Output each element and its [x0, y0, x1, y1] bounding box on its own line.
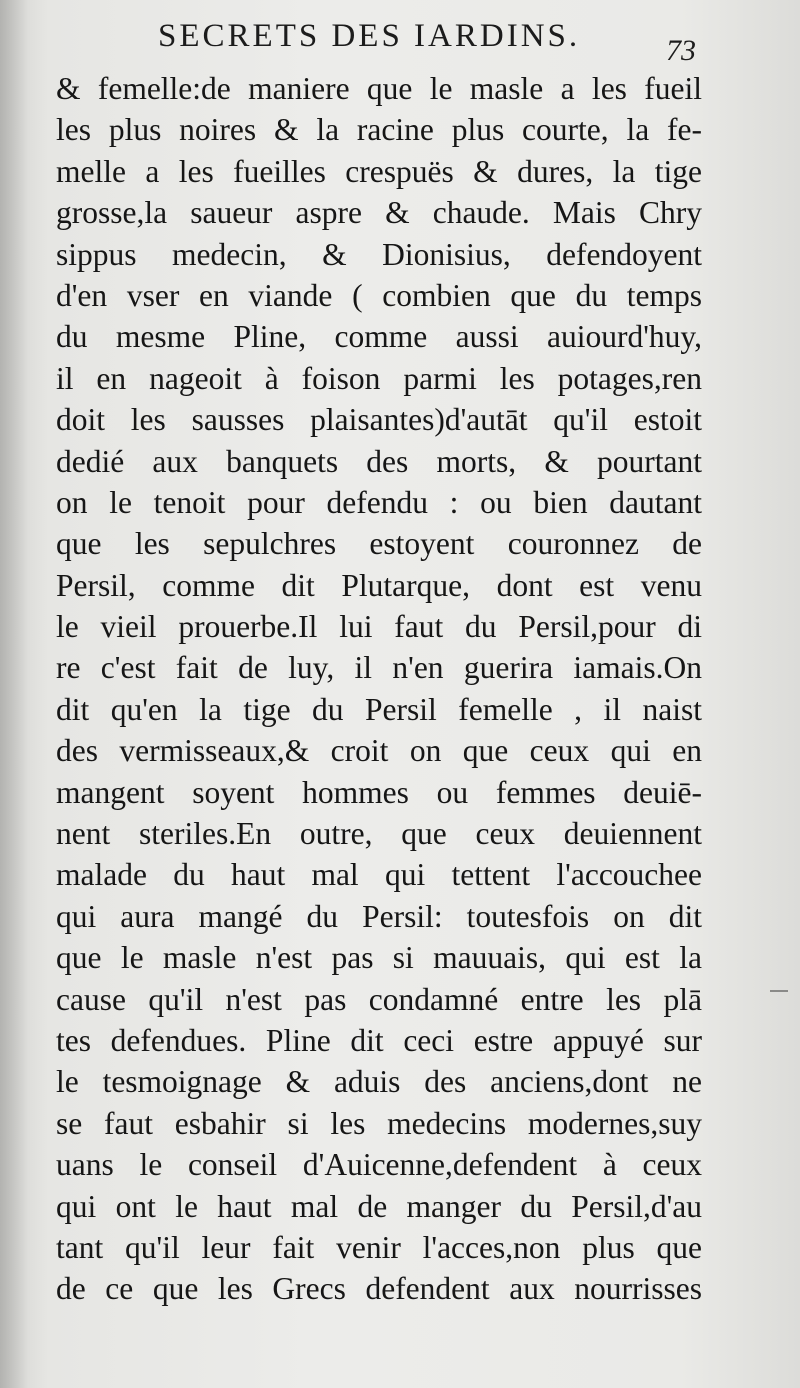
body-text	[56, 68, 702, 1310]
text-line: d'en vser en viande ( combien que du temps	[56, 277, 702, 313]
running-head: SECRETS DES IARDINS.	[158, 18, 581, 54]
text-line: dedié aux banquets des morts, & pourtant	[56, 443, 702, 479]
text-line: se faut esbahir si les medecins modernes,suy	[56, 1105, 702, 1141]
text-line: le vieil prouerbe.Il lui faut du Persil,pour di	[56, 609, 702, 645]
text-line: de ce que les Grecs defendent aux nourrisses	[56, 1271, 702, 1307]
text-line: les plus noires & la racine plus courte, la fe-	[56, 112, 702, 148]
text-line: nent steriles.En outre, que ceux deuiennent	[56, 816, 702, 852]
gutter-shadow	[0, 0, 28, 1388]
text-line: tant qu'il leur fait venir l'acces,non plus que	[56, 1229, 702, 1265]
text-line: re c'est fait de luy, il n'en guerira iamais.On	[56, 650, 702, 686]
margin-mark	[770, 990, 788, 992]
text-line: cause qu'il n'est pas condamné entre les plā	[56, 981, 702, 1017]
text-line: melle a les fueilles crespuës & dures, la tige	[56, 153, 702, 189]
text-line: Persil, comme dit Plutarque, dont est venu	[56, 567, 702, 603]
text-line: uans le conseil d'Auicenne,defendent à ceux	[56, 1147, 702, 1183]
text-line: sippus medecin, & Dionisius, defendoyent	[56, 236, 702, 272]
text-line: malade du haut mal qui tettent l'accouchee	[56, 857, 702, 893]
text-line: que les sepulchres estoyent couronnez de	[56, 526, 702, 562]
text-line: qui aura mangé du Persil: toutesfois on dit	[56, 898, 702, 934]
text-line: le tesmoignage & aduis des anciens,dont ne	[56, 1064, 702, 1100]
text-line: & femelle:de maniere que le masle a les fueil	[56, 71, 702, 106]
text-line: doit les sausses plaisantes)d'autāt qu'il estoit	[56, 402, 702, 438]
text-line: qui ont le haut mal de manger du Persil,d'au	[56, 1188, 702, 1224]
text-line: des vermisseaux,& croit on que ceux qui en	[56, 733, 702, 769]
text-line: que le masle n'est pas si mauuais, qui est la	[56, 940, 702, 976]
text-line: il en nageoit à foison parmi les potages,ren	[56, 360, 702, 396]
text-line: tes defendues. Pline dit ceci estre appuyé sur	[56, 1022, 702, 1058]
text-line: on le tenoit pour defendu : ou bien dautant	[56, 484, 702, 520]
page-number: 73	[666, 34, 696, 67]
text-line: dit qu'en la tige du Persil femelle , il naist	[56, 691, 702, 727]
text-line: du mesme Pline, comme aussi auiourd'huy,	[56, 319, 702, 355]
page-header	[0, 14, 800, 67]
text-line: grosse,la saueur aspre & chaude. Mais Chry	[56, 195, 702, 231]
text-line: mangent soyent hommes ou femmes deuiē-	[56, 774, 702, 810]
